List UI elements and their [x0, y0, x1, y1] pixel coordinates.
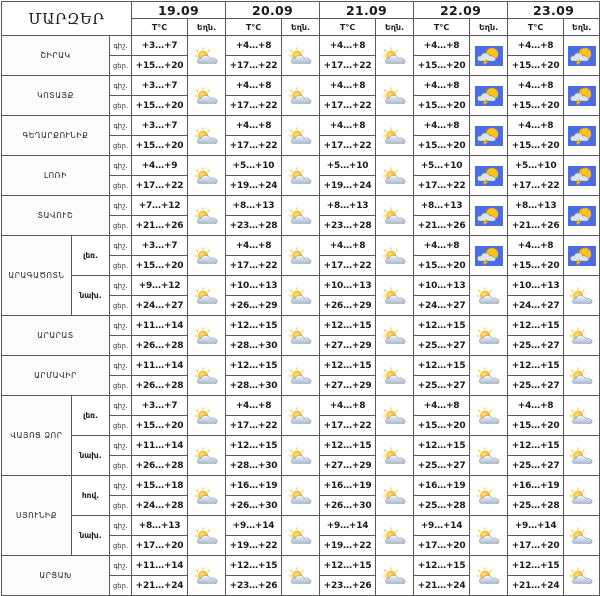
- temperature-value: +3…+7: [132, 396, 188, 416]
- weather-column-header: Եղն.: [282, 19, 320, 36]
- table-row: [2, 76, 600, 96]
- partly-cloudy-icon: [376, 156, 414, 196]
- partly-cloudy-icon: [376, 396, 414, 436]
- temperature-value: +25…+27: [414, 456, 470, 476]
- temperature-value: +12…+15: [320, 556, 376, 576]
- weather-column-header: Եղն.: [470, 19, 508, 36]
- day-label: ցեր.: [110, 216, 132, 236]
- temperature-value: +25…+28: [414, 496, 470, 516]
- temperature-value: +12…+15: [226, 436, 282, 456]
- partly-cloudy-icon: [282, 556, 320, 596]
- partly-cloudy-icon: [376, 356, 414, 396]
- partly-cloudy-icon: [564, 556, 600, 596]
- region-subzone: լեռ.: [72, 236, 110, 276]
- region-name: ԳԵՂԱՐՔՈՒՆԻՔ: [2, 116, 110, 156]
- night-label: գիշ.: [110, 516, 132, 536]
- temperature-value: +15…+20: [508, 256, 564, 276]
- temperature-value: +15…+20: [508, 416, 564, 436]
- temperature-value: +27…+29: [320, 376, 376, 396]
- partly-cloudy-icon: [282, 116, 320, 156]
- temperature-value: +4…+8: [414, 36, 470, 56]
- temperature-value: +10…+13: [320, 276, 376, 296]
- region-subzone: հով.: [72, 476, 110, 516]
- temperature-value: +12…+15: [508, 356, 564, 376]
- night-label: գիշ.: [110, 436, 132, 456]
- partly-cloudy-icon: [470, 396, 508, 436]
- temperature-value: +9…+14: [226, 516, 282, 536]
- temperature-value: +17…+22: [226, 96, 282, 116]
- region-name: ՏԱՎՈՒՇ: [2, 196, 110, 236]
- partly-cloudy-icon: [470, 556, 508, 596]
- partly-cloudy-icon: [564, 276, 600, 316]
- night-label: գիշ.: [110, 356, 132, 376]
- region-name: ՇԻՐԱԿ: [2, 36, 110, 76]
- partly-cloudy-icon: [282, 156, 320, 196]
- day-label: ցեր.: [110, 296, 132, 316]
- temperature-value: +12…+15: [414, 316, 470, 336]
- temperature-value: +10…+13: [414, 276, 470, 296]
- temperature-value: +23…+28: [320, 216, 376, 236]
- temperature-value: +5…+10: [414, 156, 470, 176]
- temperature-value: +15…+20: [508, 56, 564, 76]
- temperature-value: +23…+26: [226, 576, 282, 596]
- temperature-value: +23…+28: [226, 216, 282, 236]
- temperature-value: +17…+22: [320, 96, 376, 116]
- temperature-value: +15…+20: [414, 96, 470, 116]
- thunderstorm-icon: [564, 196, 600, 236]
- table-row: [2, 276, 600, 296]
- temperature-value: +4…+8: [508, 116, 564, 136]
- region-name: ՍՅՈՒՆԻՔ: [2, 476, 72, 556]
- date-header: 23.09: [508, 2, 600, 19]
- region-subzone: նախ.: [72, 436, 110, 476]
- partly-cloudy-icon: [282, 356, 320, 396]
- partly-cloudy-icon: [376, 516, 414, 556]
- forecast-body: [2, 36, 600, 596]
- partly-cloudy-icon: [188, 196, 226, 236]
- temperature-value: +4…+8: [320, 236, 376, 256]
- table-row: [2, 156, 600, 176]
- night-label: գիշ.: [110, 476, 132, 496]
- temperature-value: +4…+8: [414, 116, 470, 136]
- temperature-value: +17…+22: [414, 176, 470, 196]
- temperature-value: +24…+28: [132, 496, 188, 516]
- temperature-value: +12…+15: [414, 356, 470, 376]
- temperature-value: +5…+10: [508, 156, 564, 176]
- partly-cloudy-icon: [188, 116, 226, 156]
- temperature-column-header: T°C: [320, 19, 376, 36]
- partly-cloudy-icon: [564, 516, 600, 556]
- partly-cloudy-icon: [470, 276, 508, 316]
- temperature-value: +26…+29: [226, 296, 282, 316]
- thunderstorm-icon: [470, 116, 508, 156]
- date-header: 22.09: [414, 2, 508, 19]
- temperature-value: +12…+15: [226, 356, 282, 376]
- temperature-value: +4…+8: [414, 76, 470, 96]
- temperature-value: +4…+8: [226, 396, 282, 416]
- thunderstorm-icon: [564, 156, 600, 196]
- temperature-column-header: T°C: [226, 19, 282, 36]
- weather-column-header: Եղն.: [564, 19, 600, 36]
- temperature-value: +27…+29: [320, 336, 376, 356]
- temperature-value: +15…+20: [414, 136, 470, 156]
- night-label: գիշ.: [110, 196, 132, 216]
- day-label: ցեր.: [110, 496, 132, 516]
- temperature-value: +25…+27: [508, 336, 564, 356]
- night-label: գիշ.: [110, 556, 132, 576]
- day-label: ցեր.: [110, 576, 132, 596]
- temperature-value: +8…+13: [226, 196, 282, 216]
- partly-cloudy-icon: [282, 196, 320, 236]
- table-row: [2, 236, 600, 256]
- temperature-value: +10…+13: [508, 276, 564, 296]
- temperature-value: +4…+8: [508, 36, 564, 56]
- thunderstorm-icon: [470, 156, 508, 196]
- thunderstorm-icon: [470, 196, 508, 236]
- region-name: ԿՈՏԱՅՔ: [2, 76, 110, 116]
- day-label: ցեր.: [110, 416, 132, 436]
- region-subzone: նախ.: [72, 276, 110, 316]
- region-name: ԱՐՄԱՎԻՐ: [2, 356, 110, 396]
- thunderstorm-icon: [470, 236, 508, 276]
- partly-cloudy-icon: [282, 516, 320, 556]
- partly-cloudy-icon: [376, 76, 414, 116]
- region-name: ԱՐՑԱԽ: [2, 556, 110, 596]
- temperature-value: +11…+14: [132, 356, 188, 376]
- temperature-column-header: T°C: [508, 19, 564, 36]
- partly-cloudy-icon: [470, 356, 508, 396]
- temperature-value: +12…+15: [320, 316, 376, 336]
- region-subzone: լեռ.: [72, 396, 110, 436]
- temperature-value: +21…+26: [132, 216, 188, 236]
- temperature-value: +25…+27: [414, 336, 470, 356]
- temperature-value: +17…+20: [414, 536, 470, 556]
- partly-cloudy-icon: [564, 476, 600, 516]
- partly-cloudy-icon: [564, 436, 600, 476]
- region-name: ՎԱՅՈՑ ՁՈՐ: [2, 396, 72, 476]
- partly-cloudy-icon: [564, 396, 600, 436]
- day-label: ցեր.: [110, 456, 132, 476]
- partly-cloudy-icon: [188, 276, 226, 316]
- temperature-value: +19…+24: [320, 176, 376, 196]
- partly-cloudy-icon: [564, 356, 600, 396]
- temperature-value: +17…+22: [132, 176, 188, 196]
- partly-cloudy-icon: [282, 436, 320, 476]
- temperature-value: +16…+19: [226, 476, 282, 496]
- partly-cloudy-icon: [376, 316, 414, 356]
- regions-header: ՄԱՐԶԵՐ: [2, 2, 132, 36]
- partly-cloudy-icon: [376, 196, 414, 236]
- day-label: ցեր.: [110, 336, 132, 356]
- day-label: ցեր.: [110, 96, 132, 116]
- temperature-value: +17…+22: [226, 416, 282, 436]
- partly-cloudy-icon: [188, 436, 226, 476]
- partly-cloudy-icon: [376, 436, 414, 476]
- temperature-value: +12…+15: [226, 556, 282, 576]
- temperature-value: +12…+15: [320, 356, 376, 376]
- partly-cloudy-icon: [282, 76, 320, 116]
- temperature-value: +8…+13: [132, 516, 188, 536]
- date-header: 21.09: [320, 2, 414, 19]
- date-header: 20.09: [226, 2, 320, 19]
- temperature-value: +4…+8: [320, 36, 376, 56]
- temperature-value: +9…+14: [320, 516, 376, 536]
- partly-cloudy-icon: [470, 476, 508, 516]
- temperature-value: +24…+27: [508, 296, 564, 316]
- temperature-value: +21…+24: [132, 576, 188, 596]
- temperature-value: +16…+19: [320, 476, 376, 496]
- temperature-value: +17…+20: [132, 536, 188, 556]
- temperature-value: +9…+14: [414, 516, 470, 536]
- temperature-value: +21…+26: [414, 216, 470, 236]
- partly-cloudy-icon: [376, 236, 414, 276]
- temperature-value: +28…+30: [226, 336, 282, 356]
- partly-cloudy-icon: [188, 516, 226, 556]
- temperature-value: +8…+13: [508, 196, 564, 216]
- partly-cloudy-icon: [282, 476, 320, 516]
- temperature-value: +17…+22: [508, 176, 564, 196]
- temperature-value: +12…+15: [508, 436, 564, 456]
- region-name: ԼՈՌԻ: [2, 156, 110, 196]
- partly-cloudy-icon: [470, 516, 508, 556]
- table-row: [2, 396, 600, 416]
- temperature-column-header: T°C: [414, 19, 470, 36]
- temperature-value: +8…+13: [320, 196, 376, 216]
- temperature-value: +19…+22: [320, 536, 376, 556]
- table-row: [2, 316, 600, 336]
- day-label: ցեր.: [110, 136, 132, 156]
- temperature-value: +17…+20: [508, 536, 564, 556]
- day-label: ցեր.: [110, 56, 132, 76]
- thunderstorm-icon: [564, 76, 600, 116]
- temperature-value: +17…+22: [226, 136, 282, 156]
- temperature-value: +4…+8: [226, 76, 282, 96]
- thunderstorm-icon: [564, 36, 600, 76]
- temperature-value: +26…+28: [132, 336, 188, 356]
- temperature-value: +16…+19: [508, 476, 564, 496]
- temperature-value: +4…+8: [226, 36, 282, 56]
- temperature-value: +26…+28: [132, 376, 188, 396]
- temperature-value: +15…+20: [508, 96, 564, 116]
- temperature-value: +15…+20: [132, 96, 188, 116]
- temperature-value: +21…+26: [508, 216, 564, 236]
- partly-cloudy-icon: [188, 36, 226, 76]
- temperature-value: +3…+7: [132, 76, 188, 96]
- night-label: գիշ.: [110, 116, 132, 136]
- temperature-value: +5…+10: [226, 156, 282, 176]
- temperature-value: +24…+27: [414, 296, 470, 316]
- region-name: ԱՐԱՐԱՏ: [2, 316, 110, 356]
- temperature-value: +15…+20: [414, 256, 470, 276]
- thunderstorm-icon: [470, 76, 508, 116]
- weather-column-header: Եղն.: [188, 19, 226, 36]
- temperature-value: +12…+15: [320, 436, 376, 456]
- temperature-value: +17…+22: [320, 256, 376, 276]
- table-row: [2, 196, 600, 216]
- temperature-value: +17…+22: [320, 56, 376, 76]
- partly-cloudy-icon: [188, 476, 226, 516]
- temperature-value: +12…+15: [414, 436, 470, 456]
- table-row: [2, 116, 600, 136]
- temperature-value: +25…+27: [414, 376, 470, 396]
- temperature-value: +15…+20: [132, 56, 188, 76]
- temperature-value: +15…+20: [132, 256, 188, 276]
- temperature-value: +4…+8: [508, 396, 564, 416]
- partly-cloudy-icon: [188, 76, 226, 116]
- temperature-value: +10…+13: [226, 276, 282, 296]
- night-label: գիշ.: [110, 396, 132, 416]
- partly-cloudy-icon: [376, 116, 414, 156]
- forecast-table: [1, 1, 600, 596]
- region-subzone: նախ.: [72, 516, 110, 556]
- partly-cloudy-icon: [376, 276, 414, 316]
- temperature-value: +19…+24: [226, 176, 282, 196]
- partly-cloudy-icon: [188, 156, 226, 196]
- temperature-value: +4…+8: [414, 236, 470, 256]
- day-label: ցեր.: [110, 256, 132, 276]
- temperature-value: +17…+22: [226, 56, 282, 76]
- temperature-value: +4…+8: [226, 236, 282, 256]
- temperature-value: +17…+22: [226, 256, 282, 276]
- temperature-value: +26…+30: [226, 496, 282, 516]
- temperature-value: +11…+14: [132, 556, 188, 576]
- temperature-value: +3…+7: [132, 116, 188, 136]
- partly-cloudy-icon: [188, 556, 226, 596]
- temperature-value: +27…+29: [320, 456, 376, 476]
- temperature-value: +15…+20: [414, 416, 470, 436]
- temperature-value: +4…+8: [508, 236, 564, 256]
- temperature-value: +4…+9: [132, 156, 188, 176]
- partly-cloudy-icon: [282, 236, 320, 276]
- night-label: գիշ.: [110, 316, 132, 336]
- table-row: [2, 476, 600, 496]
- night-label: գիշ.: [110, 236, 132, 256]
- night-label: գիշ.: [110, 76, 132, 96]
- temperature-value: +25…+27: [508, 376, 564, 396]
- night-label: գիշ.: [110, 156, 132, 176]
- night-label: գիշ.: [110, 36, 132, 56]
- temperature-value: +25…+28: [508, 496, 564, 516]
- temperature-value: +15…+18: [132, 476, 188, 496]
- weather-column-header: Եղն.: [376, 19, 414, 36]
- partly-cloudy-icon: [376, 556, 414, 596]
- partly-cloudy-icon: [188, 356, 226, 396]
- temperature-value: +9…+12: [132, 276, 188, 296]
- temperature-value: +24…+27: [132, 296, 188, 316]
- table-row: [2, 356, 600, 376]
- temperature-value: +28…+30: [226, 376, 282, 396]
- temperature-value: +17…+22: [320, 416, 376, 436]
- temperature-value: +15…+20: [414, 56, 470, 76]
- temperature-value: +11…+14: [132, 316, 188, 336]
- partly-cloudy-icon: [188, 396, 226, 436]
- temperature-value: +3…+7: [132, 236, 188, 256]
- day-label: ցեր.: [110, 376, 132, 396]
- temperature-value: +8…+13: [414, 196, 470, 216]
- region-name: ԱՐԱԳԱԾՈՏՆ: [2, 236, 72, 316]
- temperature-value: +5…+10: [320, 156, 376, 176]
- temperature-value: +26…+28: [132, 456, 188, 476]
- temperature-value: +9…+14: [508, 516, 564, 536]
- temperature-value: +15…+20: [132, 416, 188, 436]
- partly-cloudy-icon: [188, 316, 226, 356]
- temperature-value: +4…+8: [226, 116, 282, 136]
- thunderstorm-icon: [564, 236, 600, 276]
- partly-cloudy-icon: [282, 276, 320, 316]
- temperature-value: +19…+22: [226, 536, 282, 556]
- partly-cloudy-icon: [282, 316, 320, 356]
- temperature-value: +28…+30: [226, 456, 282, 476]
- temperature-value: +12…+15: [226, 316, 282, 336]
- table-row: [2, 556, 600, 576]
- temperature-value: +12…+15: [508, 556, 564, 576]
- date-header: 19.09: [132, 2, 226, 19]
- temperature-value: +12…+15: [508, 316, 564, 336]
- temperature-value: +4…+8: [320, 76, 376, 96]
- temperature-value: +16…+19: [414, 476, 470, 496]
- partly-cloudy-icon: [376, 476, 414, 516]
- thunderstorm-icon: [564, 116, 600, 156]
- table-row: [2, 436, 600, 456]
- temperature-value: +4…+8: [508, 76, 564, 96]
- day-label: ցեր.: [110, 176, 132, 196]
- day-label: ցեր.: [110, 536, 132, 556]
- temperature-value: +4…+8: [320, 116, 376, 136]
- temperature-value: +26…+29: [320, 296, 376, 316]
- temperature-value: +21…+24: [508, 576, 564, 596]
- thunderstorm-icon: [470, 36, 508, 76]
- partly-cloudy-icon: [470, 316, 508, 356]
- table-row: [2, 36, 600, 56]
- temperature-value: +12…+15: [414, 556, 470, 576]
- partly-cloudy-icon: [470, 436, 508, 476]
- temperature-value: +4…+8: [414, 396, 470, 416]
- temperature-value: +21…+24: [414, 576, 470, 596]
- partly-cloudy-icon: [282, 396, 320, 436]
- table-row: [2, 516, 600, 536]
- temperature-value: +11…+14: [132, 436, 188, 456]
- temperature-value: +26…+30: [320, 496, 376, 516]
- temperature-value: +3…+7: [132, 36, 188, 56]
- temperature-value: +15…+20: [132, 136, 188, 156]
- night-label: գիշ.: [110, 276, 132, 296]
- temperature-value: +23…+26: [320, 576, 376, 596]
- temperature-column-header: T°C: [132, 19, 188, 36]
- temperature-value: +15…+20: [508, 136, 564, 156]
- temperature-value: +25…+27: [508, 456, 564, 476]
- temperature-value: +4…+8: [320, 396, 376, 416]
- temperature-value: +17…+22: [320, 136, 376, 156]
- temperature-value: +7…+12: [132, 196, 188, 216]
- partly-cloudy-icon: [282, 36, 320, 76]
- partly-cloudy-icon: [564, 316, 600, 356]
- partly-cloudy-icon: [188, 236, 226, 276]
- partly-cloudy-icon: [376, 36, 414, 76]
